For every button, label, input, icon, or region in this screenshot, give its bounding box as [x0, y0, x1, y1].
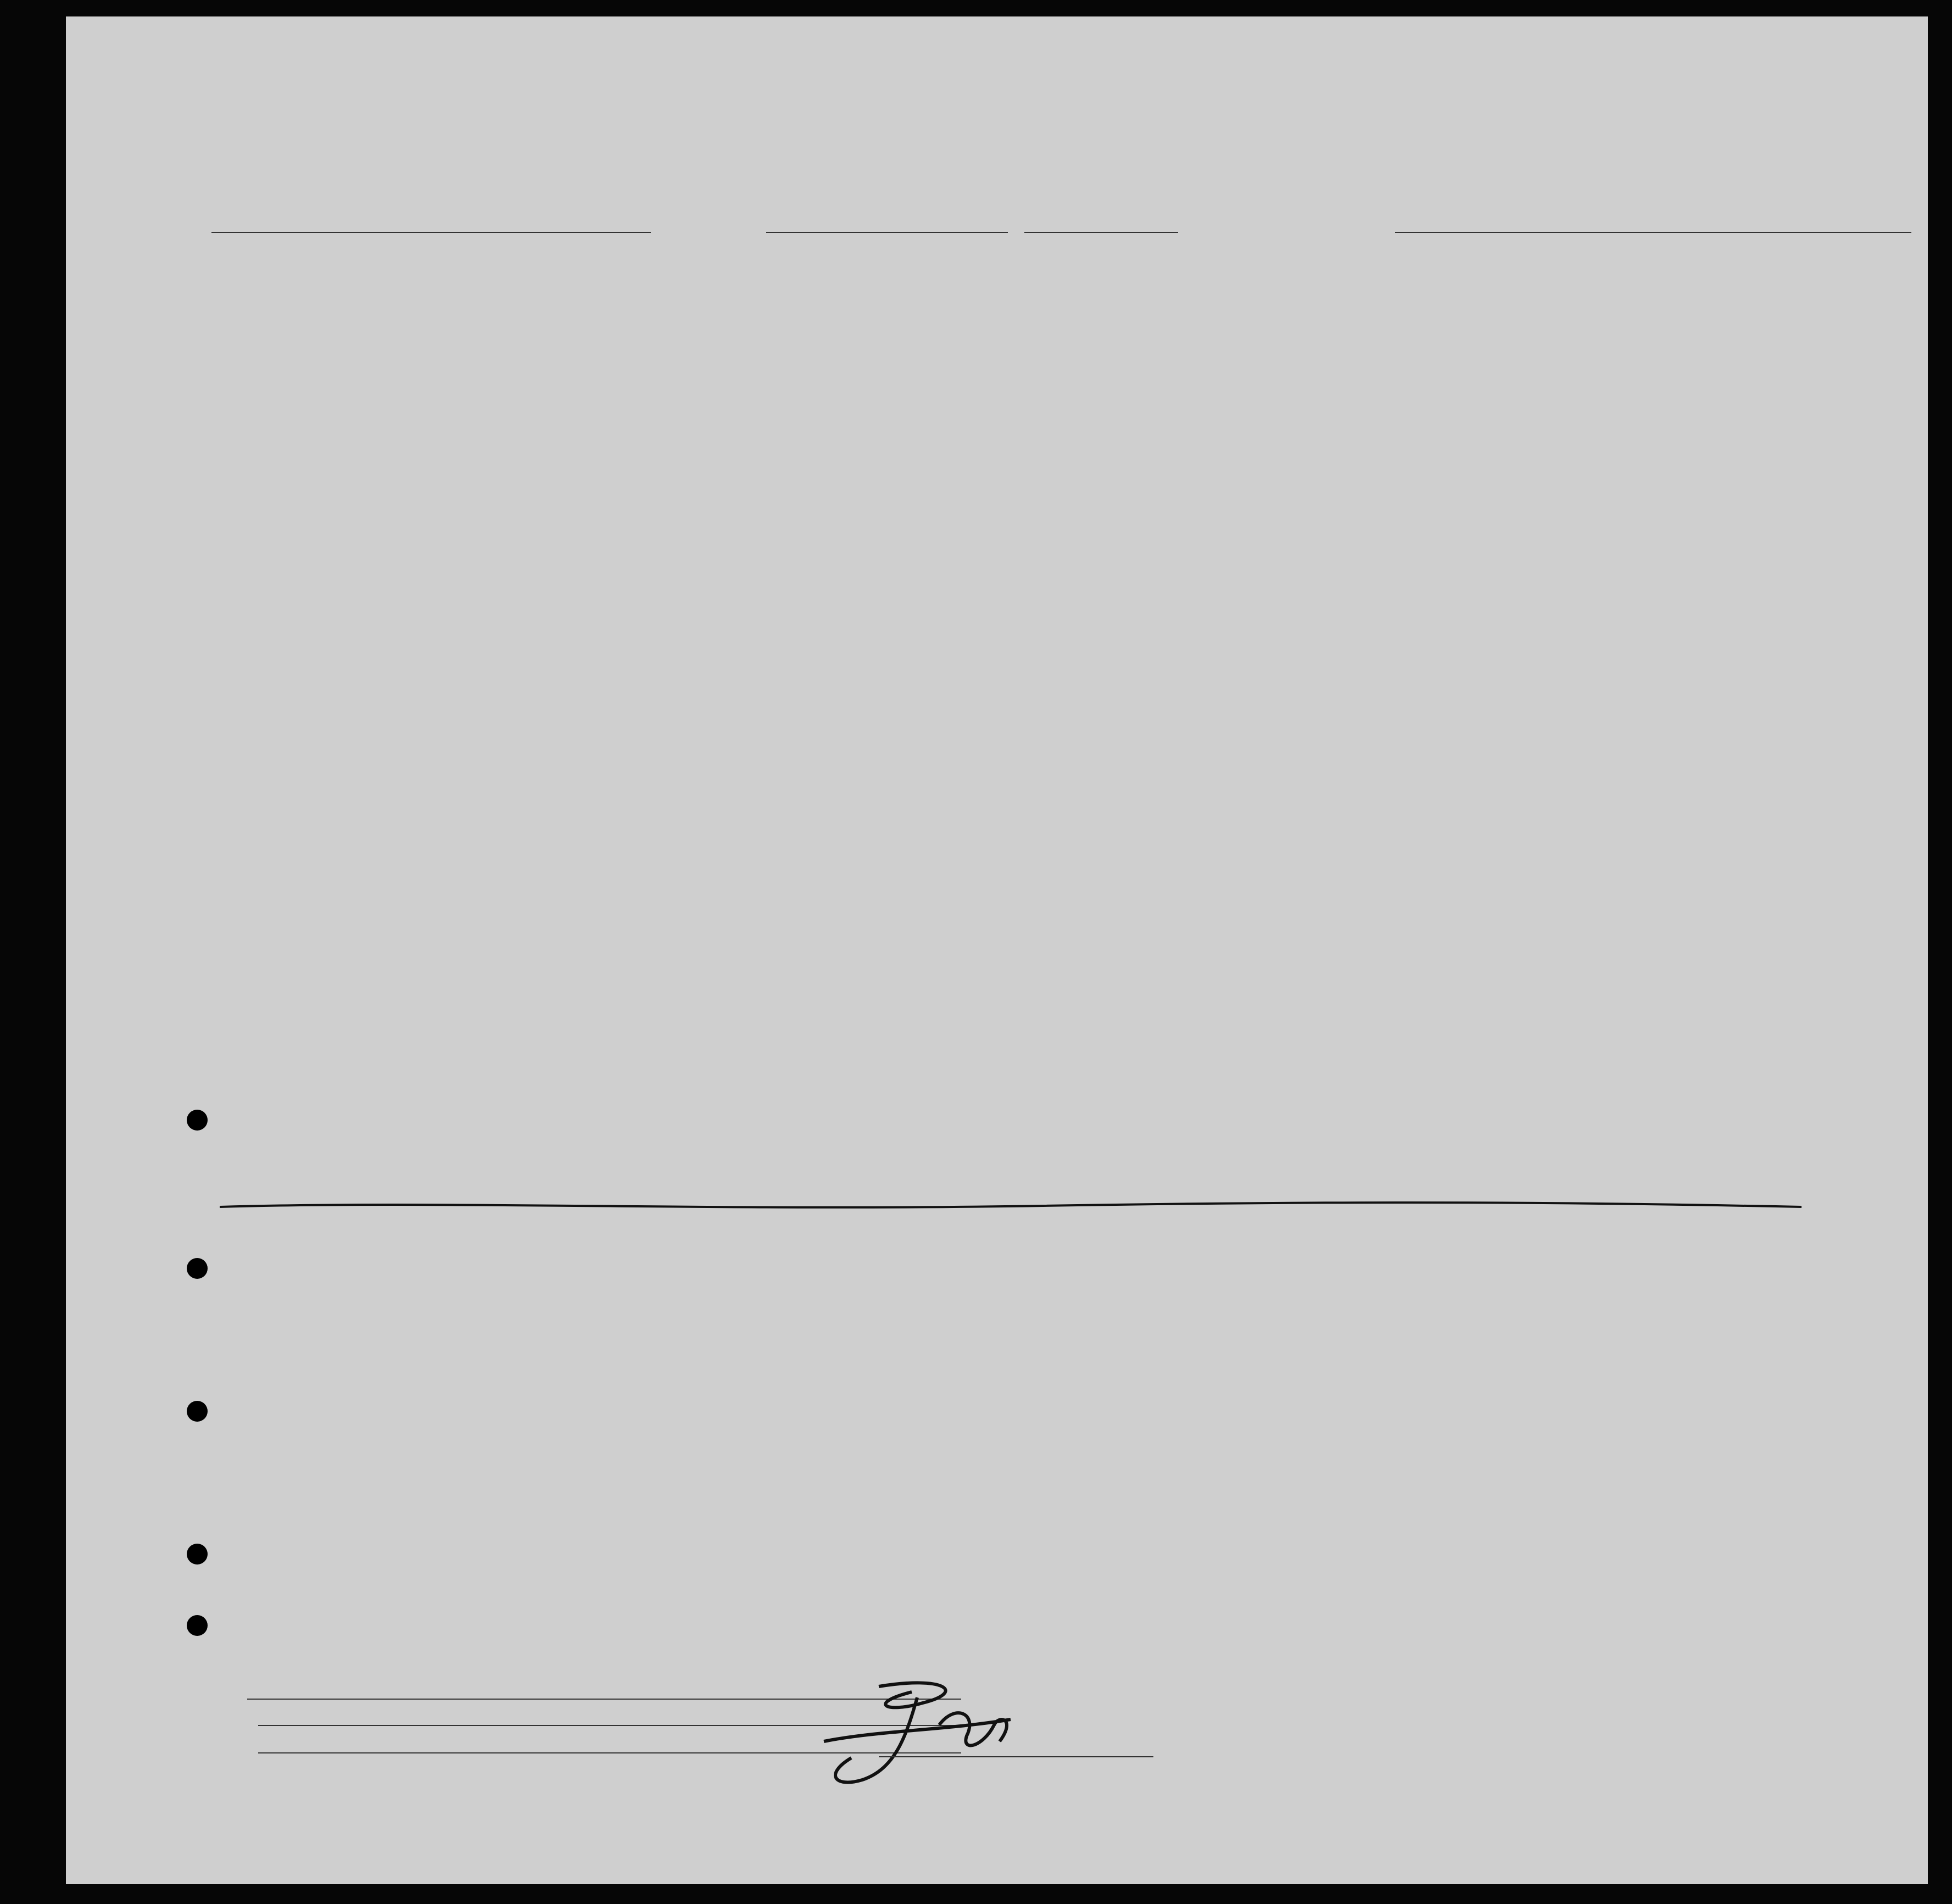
crew-table — [148, 236, 1922, 1664]
vessel-name-line — [211, 208, 651, 233]
inspector-signature — [802, 1670, 1033, 1796]
manifest-sheet — [66, 16, 1928, 1884]
arriving-line — [766, 192, 1008, 233]
strike-through-row-20 — [220, 1195, 1812, 1217]
arrival-date-line — [1024, 192, 1178, 233]
table-grid-lines — [148, 236, 1922, 1664]
margin-stamp-wrap — [66, 170, 93, 203]
from-port-line — [1395, 209, 1911, 233]
inspector-signature-line — [879, 1755, 1153, 1757]
